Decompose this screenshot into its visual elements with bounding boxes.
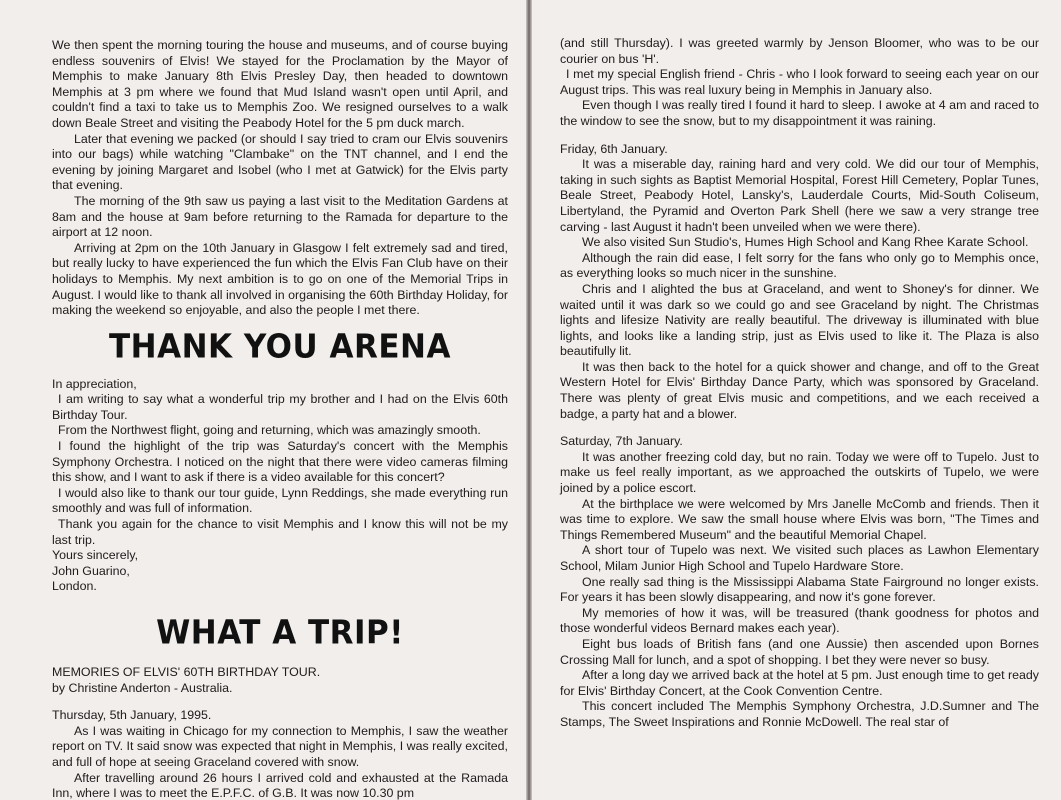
heading-what-a-trip: WHAT A TRIP! xyxy=(156,613,404,653)
paragraph: It was then back to the hotel for a quick shower and change, and off to the Great Western Hotel for Elvis' Birthday Dance Party, which was sponsored by Graceland. There was plenty of great Elvis music and competitions, and we each received a badge, a party hat and a blower. xyxy=(560,359,1039,421)
signoff-name: John Guarino, xyxy=(52,563,130,578)
paragraph: I would also like to thank our tour guide, Lynn Reddings, she made everything run smoothly and was full of information. xyxy=(52,485,508,516)
paragraph: Later that evening we packed (or should I say tried to cram our Elvis souvenirs into our bags) while watching "Clambake" on the TNT channel, and I end the evening by joining Margaret and Isobel (who I met at Gatwick) for the Elvis party that evening. xyxy=(52,131,508,193)
paragraph: Even though I was really tired I found it hard to sleep. I awoke at 4 am and raced to the window to see the snow, but to my disappointment it was raining. xyxy=(560,98,1039,128)
date-heading: Saturday, 7th January. xyxy=(560,434,683,449)
paragraph: I am writing to say what a wonderful trip my brother and I had on the Elvis 60th Birthday Tour. xyxy=(52,392,508,422)
date-heading: Friday, 6th January. xyxy=(560,141,668,156)
paragraph: This concert included The Memphis Symphony Orchestra, J.D.Sumner and The Stamps, The Sweet Inspirations and Ronnie McDowell. The real star of xyxy=(560,699,1039,729)
article-byline: by Christine Anderton - Australia. xyxy=(52,680,233,695)
paragraph: After travelling around 26 hours I arrived cold and exhausted at the Ramada Inn, where I was to meet the E.P.F.C. of G.B. It was now 10.30 pm xyxy=(52,770,508,800)
paragraph: A short tour of Tupelo was next. We visited such places as Lawhon Elementary School, Milam Junior High School and Tupelo Hardware Store. xyxy=(560,543,1039,573)
paragraph: (and still Thursday). I was greeted warmly by Jenson Bloomer, who was to be our courier on bus 'H'. xyxy=(560,36,1039,66)
paragraph: It was a miserable day, raining hard and very cold. We did our tour of Memphis, taking in such sights as Baptist Memorial Hospital, Forest Hill Cemetery, Poplar Tunes, Beale Street, Peabody Hotel, Lansky's, Lauderdale Courts, Mid-South Coliseum, Libertyland, the Pyramid and Overton Park Shell (here we saw a very strange tree carving - last August it hadn't been unveiled when we were there). xyxy=(560,157,1039,234)
left-page xyxy=(0,0,526,800)
article-subtitle: MEMORIES OF ELVIS' 60TH BIRTHDAY TOUR. xyxy=(52,665,321,679)
paragraph: My memories of how it was, will be treasured (thank goodness for photos and those wonderful videos Bernard makes each year). xyxy=(560,605,1039,636)
paragraph: It was another freezing cold day, but no rain. Today we were off to Tupelo. Just to make us feel really important, as we approached the outskirts of Tupelo, we were joined by a police escort. xyxy=(560,449,1039,496)
paragraph: At the birthplace we were welcomed by Mrs Janelle McComb and friends. Then it was time to explore. We saw the small house where Elvis was born, "The Times and Things Remembered Museum" and the beautiful Memorial Chapel. xyxy=(560,496,1039,542)
paragraph: Thank you again for the chance to visit Memphis and I know this will not be my last trip. xyxy=(52,517,508,547)
right-page xyxy=(532,0,1061,800)
signoff-location: London. xyxy=(52,579,97,594)
paragraph: The morning of the 9th saw us paying a last visit to the Meditation Gardens at 8am and the house at 9am before returning to the Ramada for departure to the airport at 12 noon. xyxy=(52,193,508,240)
paragraph: Chris and I alighted the bus at Graceland, and went to Shoney's for dinner. We waited until it was dark so we could go and see Graceland by night. The Christmas lights and lifesize Nativity are really beautiful. The driveway is illuminated with blue lights, and looks like a landing strip, just as Elvis used to like it. The Plaza is also beautifully lit. xyxy=(560,281,1039,359)
paragraph: I found the highlight of the trip was Saturday's concert with the Memphis Symphony Orchestra. I noticed on the night that there were video cameras filming this show, and I want to ask if there is a video available for this concert? xyxy=(52,439,508,485)
article-continued xyxy=(52,38,508,319)
paragraph: As I was waiting in Chicago for my connection to Memphis, I saw the weather report on TV. It said snow was expected that night in Memphis, I was really excited, and full of hope at seeing Graceland covered with snow. xyxy=(52,723,508,769)
letter-salutation: In appreciation, xyxy=(52,376,137,391)
paragraph: Arriving at 2pm on the 10th January in Glasgow I felt extremely sad and tired, but really lucky to have experienced the fun which the Elvis Fan Club have on their holidays to Memphis. My next ambition is to go on one of the Memorial Trips in August. I would like to thank all involved in organising the 60th Birthday Holiday, for making the weekend so enjoyable, and also the people I met there. xyxy=(52,240,508,318)
heading-thank-you-arena: THANK YOU ARENA xyxy=(109,327,451,366)
paragraph: After a long day we arrived back at the hotel at 5 pm. Just enough time to get ready for Elvis' Birthday Concert, at the Cook Convention Centre. xyxy=(560,668,1039,698)
paragraph: We also visited Sun Studio's, Humes High School and Kang Rhee Karate School. xyxy=(582,235,1029,250)
paragraph: From the Northwest flight, going and returning, which was amazingly smooth. xyxy=(58,423,481,438)
date-heading: Thursday, 5th January, 1995. xyxy=(52,708,212,723)
signoff-line: Yours sincerely, xyxy=(52,548,139,563)
letter xyxy=(52,377,508,595)
paragraph: One really sad thing is the Mississippi Alabama State Fairground no longer exists. For years it has been slowly disappearing, and now it's gone forever. xyxy=(560,574,1039,605)
paragraph: Eight bus loads of British fans (and one Aussie) then ascended upon Bornes Crossing Mall for lunch, and a spot of shopping. I bet they were never so busy. xyxy=(560,636,1039,667)
paragraph: Although the rain did ease, I felt sorry for the fans who only go to Memphis once, as everything looks so much nicer in the sunshine. xyxy=(560,250,1039,281)
paragraph: We then spent the morning touring the house and museums, and of course buying endless souvenirs of Elvis! We stayed for the Proclamation by the Mayor of Memphis to make January 8th Elvis Presley Day, then headed to downtown Memphis at 3 pm where we found that Mud Island wasn't open until April, and couldn't find a taxi to take us to Memphis Zoo. We resigned ourselves to a walk down Beale Street and visiting the Peabody Hotel for the 5 pm duck march. xyxy=(52,38,508,130)
paragraph: I met my special English friend - Chris - who I look forward to seeing each year on our August trips. This was real luxury being in Memphis in January also. xyxy=(560,67,1039,97)
